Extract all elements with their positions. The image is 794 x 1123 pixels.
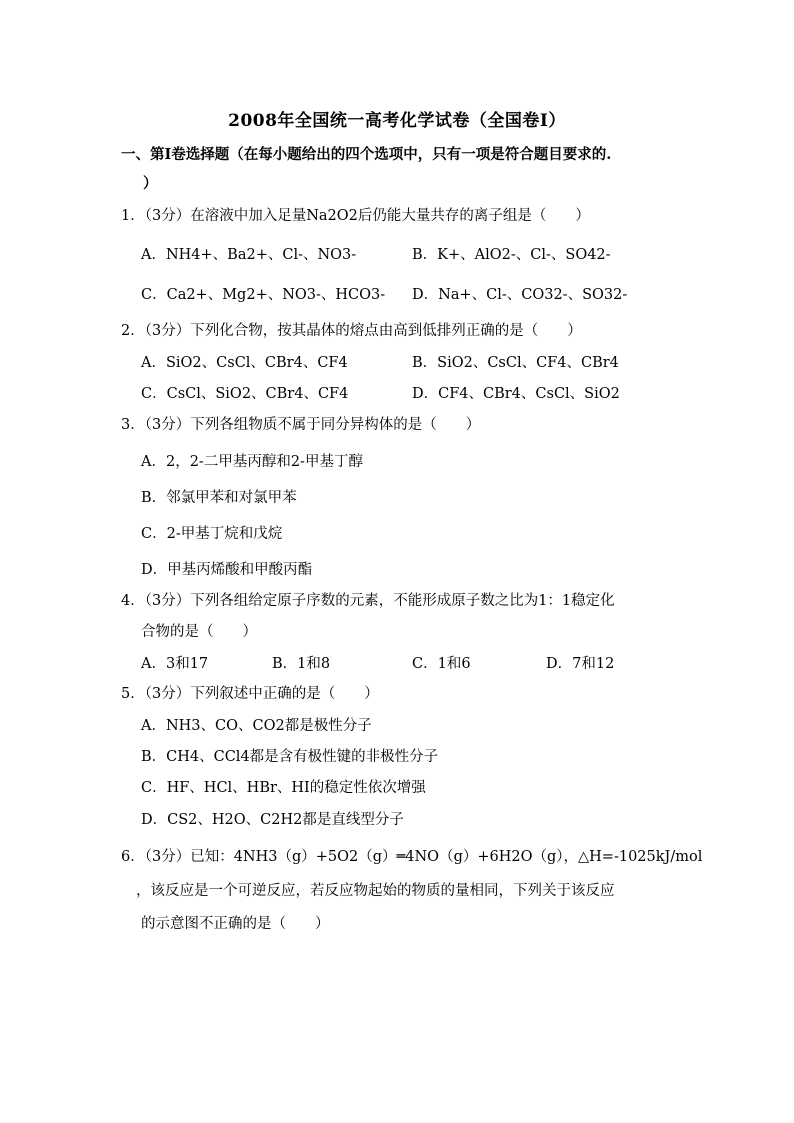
q1-option-a: A．NH4+、Ba2+、Cl-、NO3- (141, 247, 357, 263)
q6-stem-cont-2: 的示意图不正确的是（ ） (141, 916, 330, 932)
q1-option-d: D．Na+、Cl-、CO32-、SO32- (412, 287, 628, 303)
q4-stem-cont: 合物的是（ ） (141, 624, 257, 640)
q3-option-c: C．2-甲基丁烷和戊烷 (141, 526, 283, 542)
q2-option-b: B．SiO2、CsCl、CF4、CBr4 (412, 355, 619, 371)
q2-option-c: C．CsCl、SiO2、CBr4、CF4 (141, 386, 349, 402)
q3-stem: 3．（3分）下列各组物质不属于同分异构体的是（ ） (121, 417, 481, 433)
q4-option-d: D．7和12 (546, 656, 615, 672)
q3-option-b: B．邻氯甲苯和对氯甲苯 (141, 490, 297, 506)
q1-option-b: B．K+、AlO2-、Cl-、SO42- (412, 247, 611, 263)
q5-option-d: D．CS2、H2O、C2H2都是直线型分子 (141, 812, 404, 828)
q1-option-c: C．Ca2+、Mg2+、NO3-、HCO3- (141, 287, 386, 303)
q4-option-b: B．1和8 (272, 656, 331, 672)
q3-option-a: A．2，2-二甲基丙醇和2-甲基丁醇 (141, 454, 363, 470)
q5-option-b: B．CH4、CCl4都是含有极性键的非极性分子 (141, 749, 439, 765)
q6-stem: 6．（3分）已知：4NH3（g）+5O2（g）═4NO（g）+6H2O（g），△H=-1025kJ/mol (121, 849, 703, 865)
q2-stem: 2．（3分）下列化合物，按其晶体的熔点由高到低排列正确的是（ ） (121, 323, 582, 339)
q2-option-d: D．CF4、CBr4、CsCl、SiO2 (412, 386, 620, 402)
q6-stem-cont: ，该反应是一个可逆反应，若反应物起始的物质的量相同，下列关于该反应 (136, 883, 615, 899)
q5-option-a: A．NH3、CO、CO2都是极性分子 (141, 718, 372, 734)
q3-option-d: D．甲基丙烯酸和甲酸丙酯 (141, 562, 313, 578)
q4-option-a: A．3和17 (141, 656, 209, 672)
q4-stem: 4．（3分）下列各组给定原子序数的元素，不能形成原子数之比为1：1稳定化 (121, 593, 615, 609)
section-heading-cont: ） (143, 175, 158, 192)
q5-option-c: C．HF、HCl、HBr、HI的稳定性依次增强 (141, 780, 426, 796)
q2-option-a: A．SiO2、CsCl、CBr4、CF4 (141, 355, 348, 371)
section-heading: 一、第Ⅰ卷选择题（在每小题给出的四个选项中，只有一项是符合题目要求的. (121, 146, 612, 163)
q4-option-c: C．1和6 (412, 656, 471, 672)
q1-stem: 1．（3分）在溶液中加入足量Na2O2后仍能大量共存的离子组是（ ） (121, 208, 590, 224)
q5-stem: 5．（3分）下列叙述中正确的是（ ） (121, 686, 379, 702)
exam-title: 2008年全国统一高考化学试卷（全国卷Ⅰ） (228, 111, 566, 131)
